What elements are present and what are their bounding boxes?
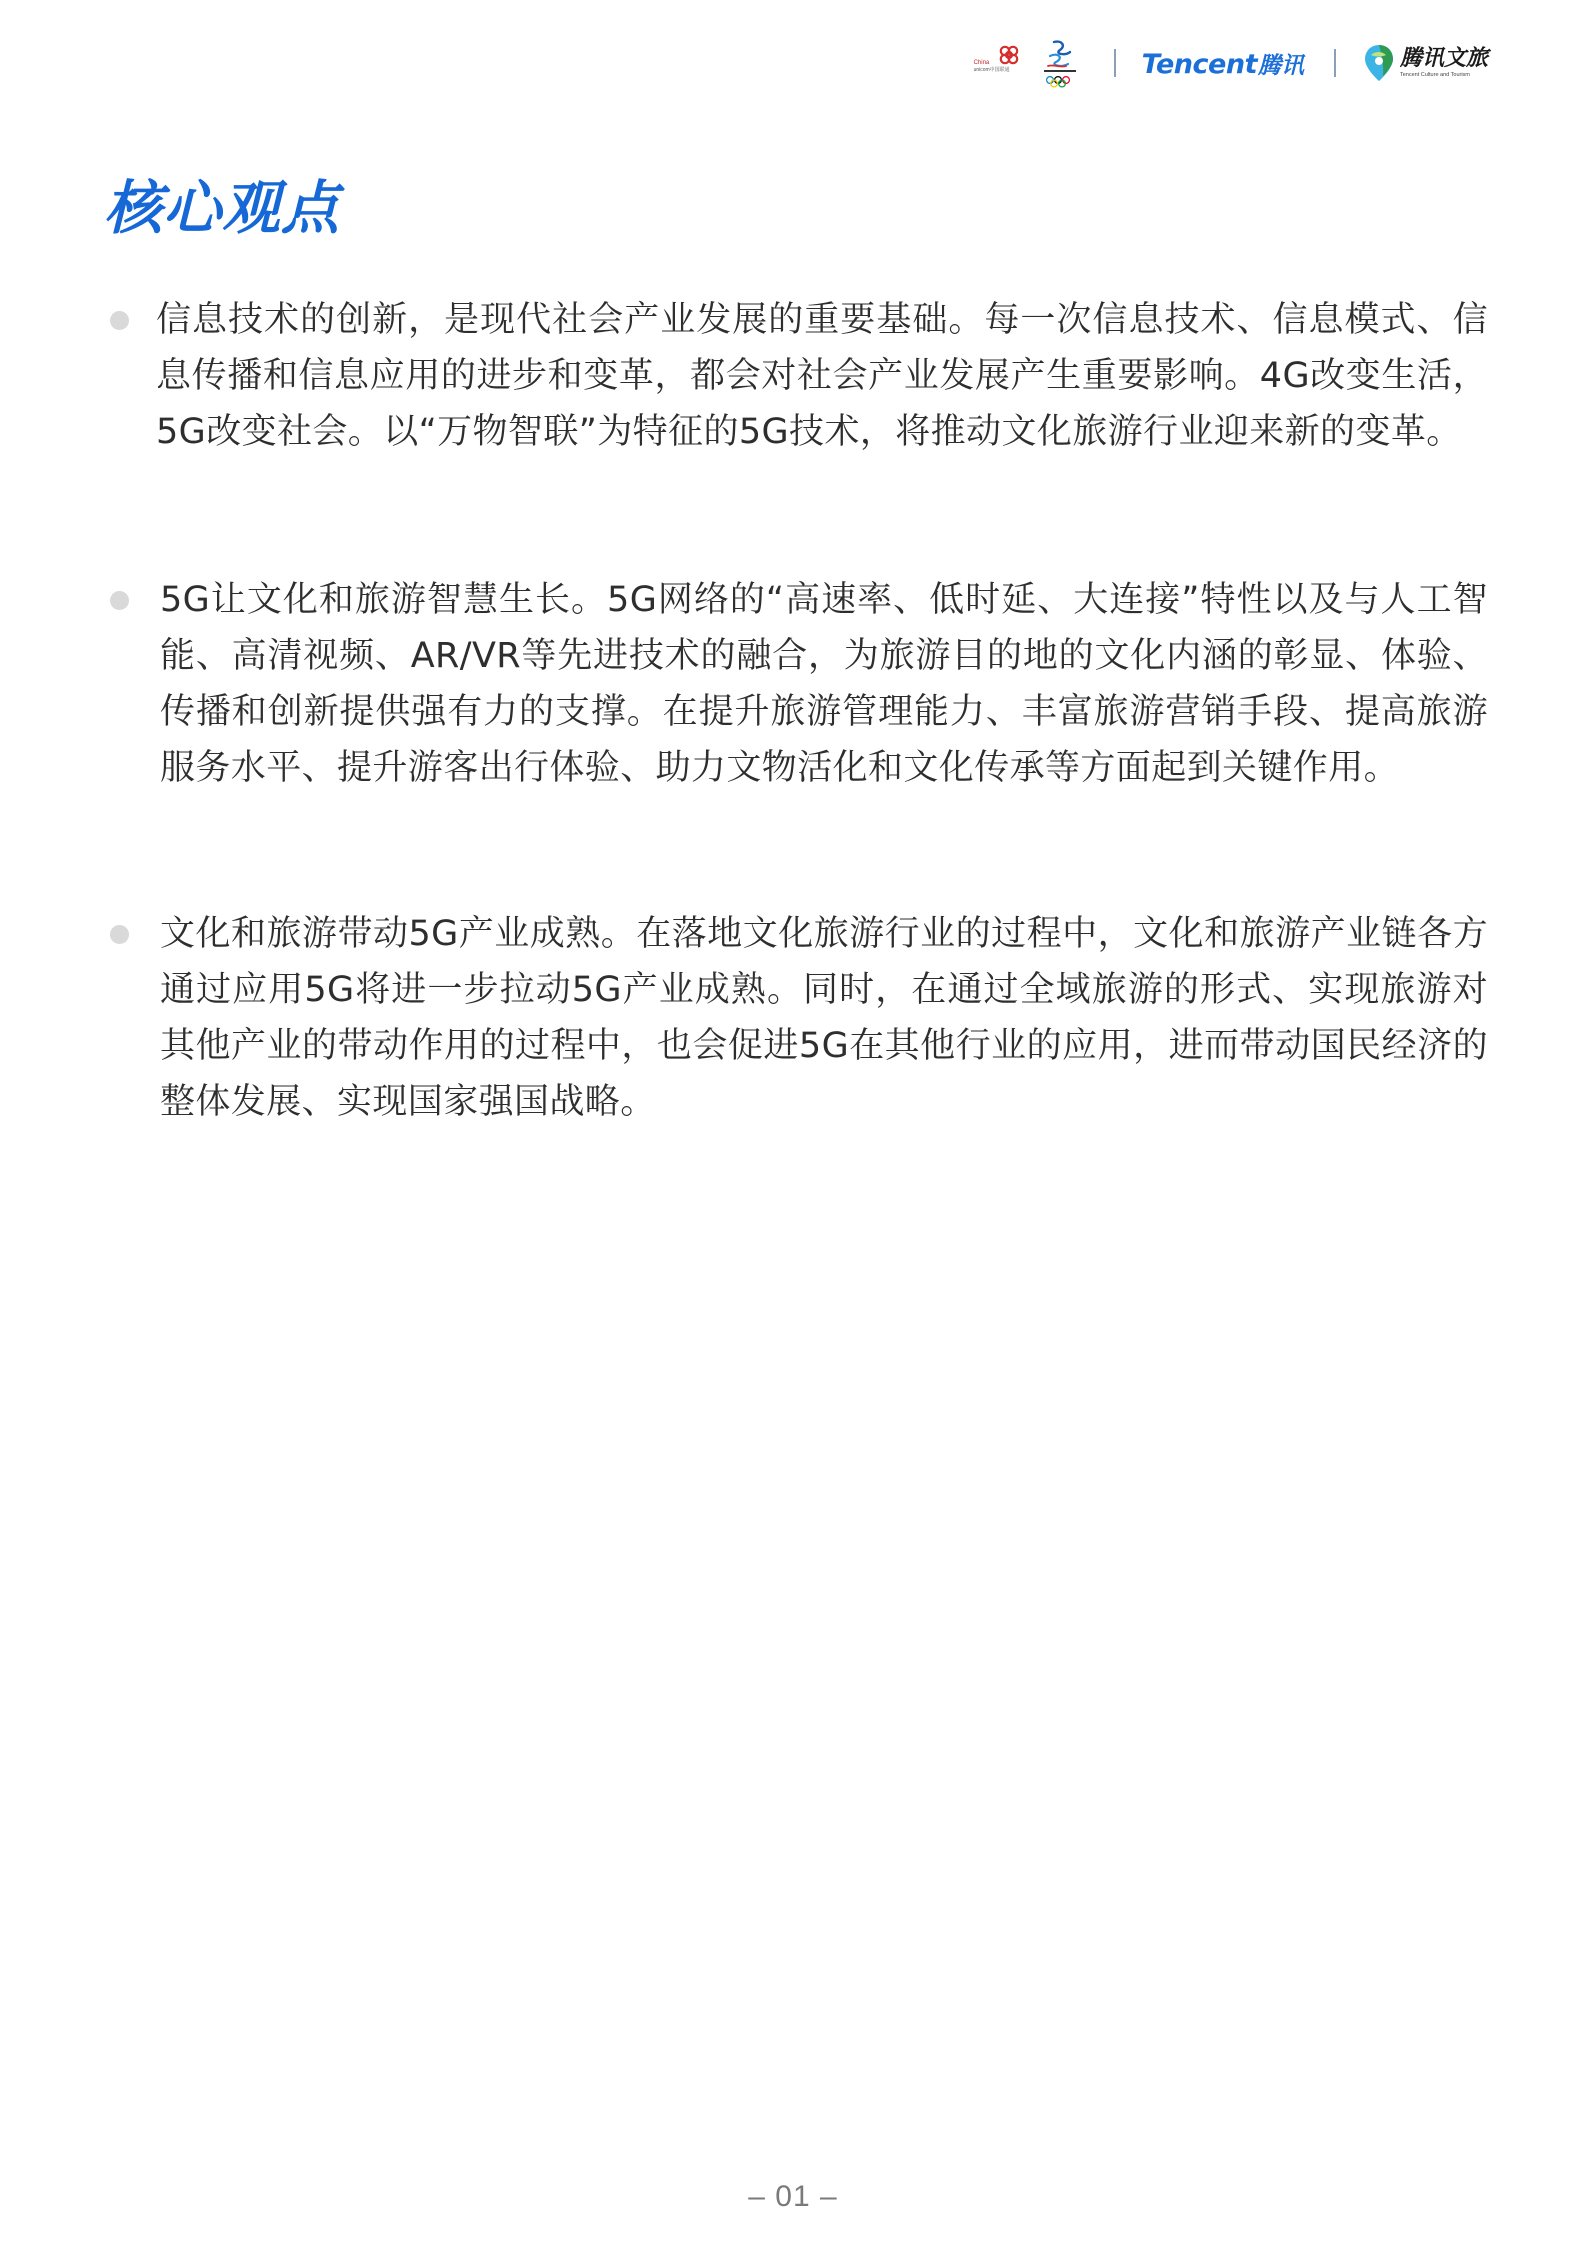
tencent-wordmark-cn: 腾讯 [1257,52,1304,79]
unicom-line2: unicom中国联通 [973,67,1010,73]
unicom-beijing-logo [974,38,1084,88]
tencent-culture-logo [1362,38,1488,88]
bullet-dot-icon [110,591,129,610]
point-text: 文化和旅游带动5G产业成熟。在落地文化旅游行业的过程中，文化和旅游产业链各方通过应用5G将进一步拉动5G产业成熟。同时，在通过全域旅游的形式、实现旅游对其他产业的带动作用的过程中，也会促进5G在其他行业的应用，进而带动国民经济的整体发展、实现国家强国战略。 [160,914,1488,1122]
tencent-culture-wordmark [1399,45,1488,79]
tencent-wordmark-en: Tencent [1141,48,1257,80]
list-item [156,292,1488,460]
logo-divider [1114,49,1116,77]
page-number: – 01 – [748,2180,838,2213]
list-item [160,906,1488,1130]
unicom-line1: China [973,60,990,66]
tencent-culture-cn: 腾讯文旅 [1399,45,1488,71]
tencent-logo [1142,47,1304,80]
list-item [160,572,1488,796]
point-text: 信息技术的创新，是现代社会产业发展的重要基础。每一次信息技术、信息模式、信息传播和信息应用的进步和变革，都会对社会产业发展产生重要影响。4G改变生活，5G改变社会。以“万物智联”为特征的5G技术，将推动文化旅游行业迎来新的变革。 [156,300,1488,452]
tencent-culture-en: Tencent Culture and Tourism [1399,71,1470,78]
bullet-dot-icon [110,925,129,944]
page-title: 核心观点 [104,174,341,242]
point-text: 5G让文化和旅游智慧生长。5G网络的“高速率、低时延、大连接”特性以及与人工智能、高清视频、AR/VR等先进技术的融合，为旅游目的地的文化内涵的彰显、体验、传播和创新提供强有力的支撑。在提升旅游管理能力、丰富旅游营销手段、提高旅游服务水平、提升游客出行体验、助力文物活化和文化传承等方面起到关键作用。 [160,580,1488,788]
bullet-dot-icon [110,311,129,330]
header-logo-bar [974,38,1488,88]
logo-divider [1334,49,1336,77]
tencent-culture-pin-icon [1362,43,1396,83]
unicom-wordmark [974,60,1034,74]
beijing-olympic-emblem-icon [1040,38,1080,88]
